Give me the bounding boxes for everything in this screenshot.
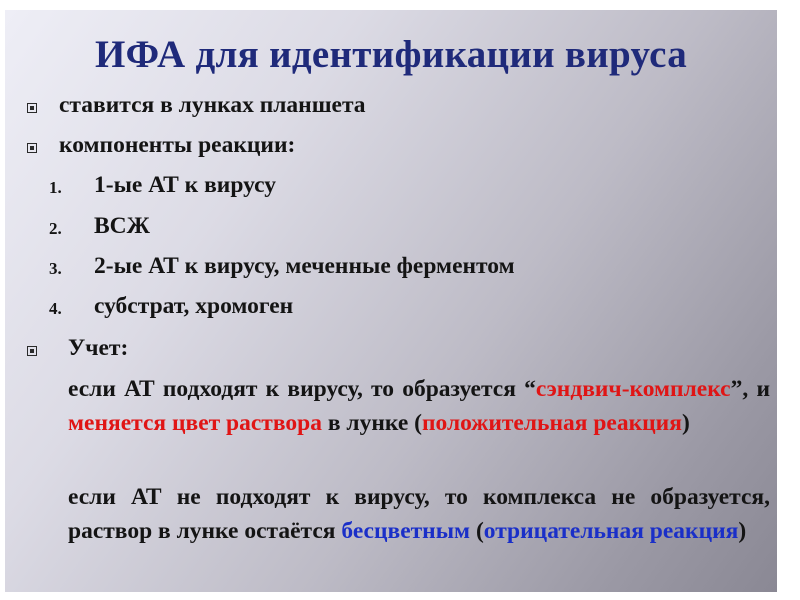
- square-bullet-icon: [27, 143, 37, 153]
- quote-mark: ”: [730, 376, 743, 402]
- item-number: 3.: [49, 259, 62, 278]
- result-heading: Учет:: [68, 335, 129, 361]
- highlight-sandwich-complex: сэндвич-комплекс: [535, 376, 731, 402]
- positive-result-paragraph: [68, 372, 770, 440]
- highlight-positive-reaction: положительная реакция: [421, 410, 682, 436]
- bullet-text: ставится в лунках планшета: [59, 92, 366, 118]
- paragraph-text: ): [681, 410, 690, 436]
- highlight-colorless: бесцветным: [341, 518, 471, 544]
- negative-result-paragraph: [68, 480, 770, 548]
- item-number: 4.: [49, 299, 62, 318]
- paragraph-text: , и: [742, 376, 770, 402]
- slide: [5, 10, 777, 592]
- item-number: 1.: [49, 178, 62, 197]
- square-bullet-icon: [27, 346, 37, 356]
- item-text: 2-ые АТ к вирусу, меченные ферментом: [94, 253, 515, 279]
- item-text: субстрат, хромоген: [94, 293, 294, 319]
- slide-title: ИФА для идентификации вируса: [94, 33, 688, 76]
- highlight-color-change: меняется цвет раствора: [68, 410, 322, 436]
- paragraph-text: если АТ подходят к вирусу, то образуется: [68, 376, 525, 402]
- bullet-text: компоненты реакции:: [59, 132, 296, 158]
- item-text: ВСЖ: [94, 213, 150, 239]
- square-bullet-icon: [27, 103, 37, 113]
- item-text: 1-ые АТ к вирусу: [94, 172, 276, 198]
- highlight-negative-reaction: отрицательная реакция: [483, 518, 739, 544]
- paragraph-text: (: [470, 518, 484, 544]
- quote-mark: “: [524, 376, 536, 402]
- paragraph-text: если АТ не подходят к вирусу, то комплекса не образуется, раствор в лунке остаётся: [68, 484, 770, 544]
- paragraph-text: ): [738, 518, 747, 544]
- item-number: 2.: [49, 219, 62, 238]
- paragraph-text: в лунке (: [321, 410, 422, 436]
